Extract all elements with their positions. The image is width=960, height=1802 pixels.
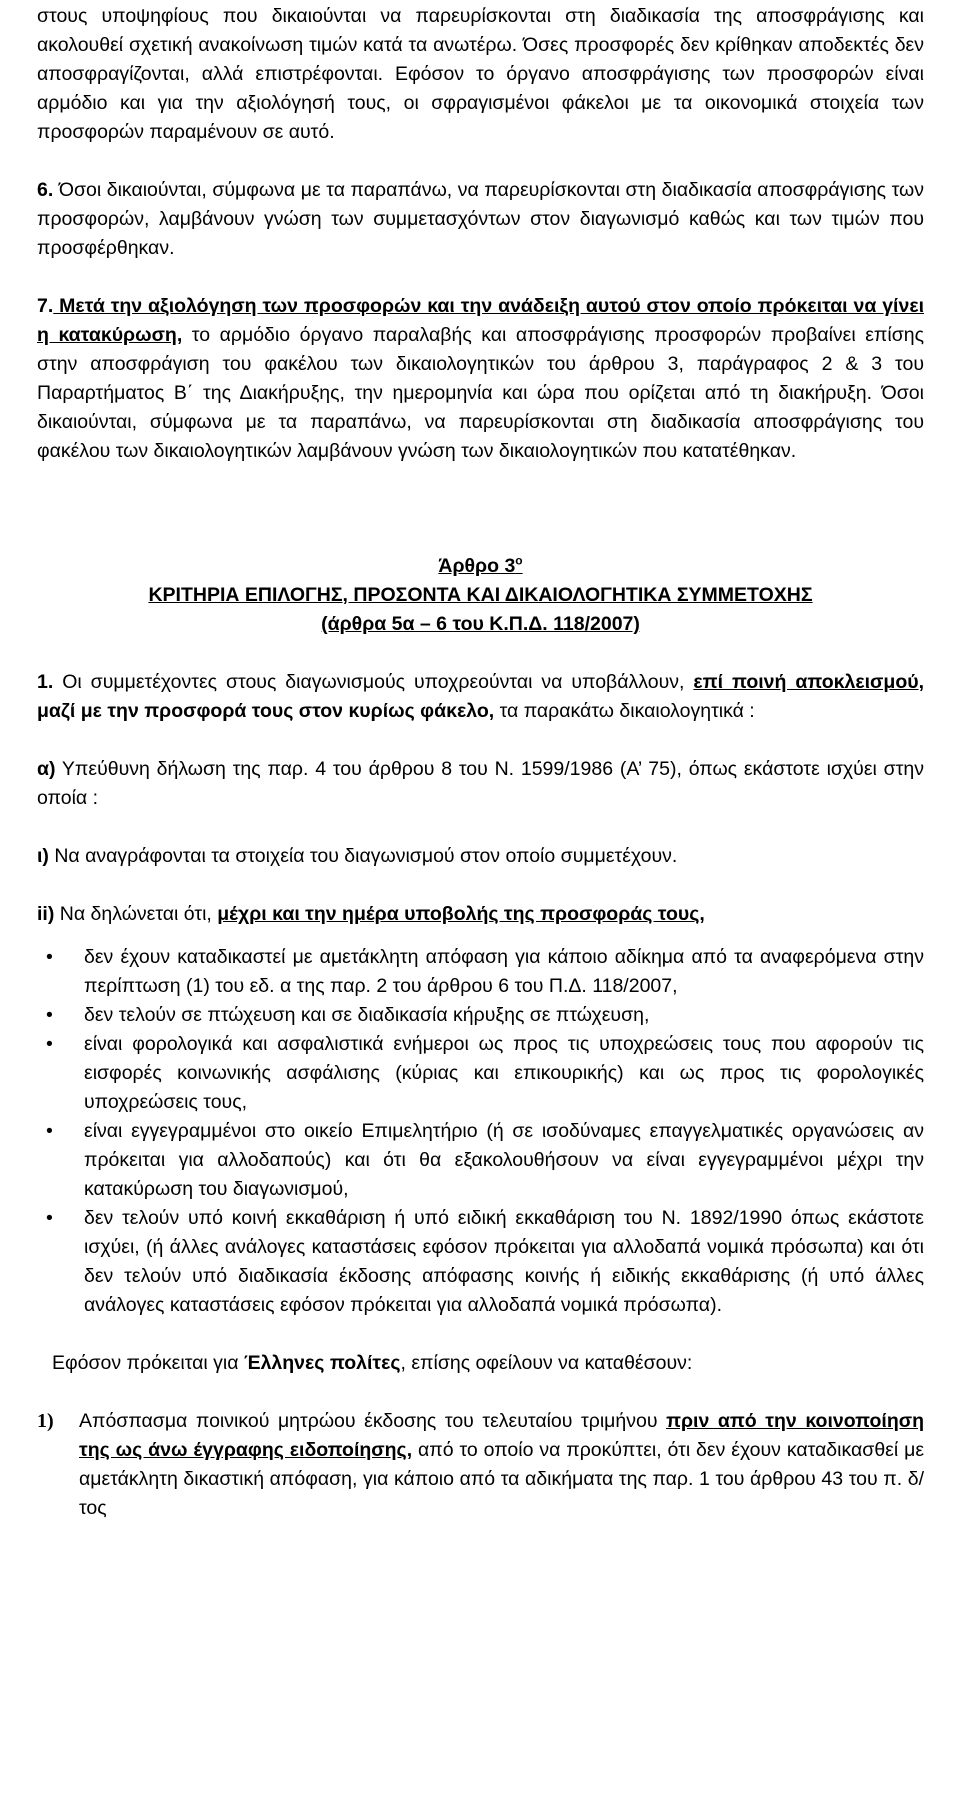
paragraph-7 [37, 292, 924, 466]
paragraph-i-text: Να αναγράφονται τα στοιχεία του διαγωνισμού στον οποίο συμμετέχουν. [48, 845, 678, 867]
numbered-item-1-text-b: από το οποίο να προκύπτει, ότι δεν έχουν καταδικασθεί με αμετάκλητη δικαστική απόφαση, για κάποιο από τα αδικήματα της παρ. 1 του άρθρου 43 του π. δ/τος [79, 1439, 925, 1519]
paragraph-i-label: ι) [37, 845, 49, 867]
paragraph-6-text: Όσοι δικαιούνται, σύμφωνα με τα παραπάνω, να παρευρίσκονται στη διαδικασία αποσφράγισης των προσφορών, λαμβάνουν γνώση των συμμετασχόντων στον διαγωνισμό καθώς και των τιμών που προσφέρθηκαν. [37, 179, 924, 259]
article-title [37, 552, 924, 581]
paragraph-ii-label: ii) [37, 903, 55, 925]
numbered-item-1-label: 1) [37, 1410, 54, 1432]
paragraph-7-text: το αρμόδιο όργανο παραλαβής και αποσφράγισης προσφορών προβαίνει επίσης στην αποσφράγιση του φακέλου των δικαιολογητικών του άρθρου 3, παράγραφος 2 & 3 του Παραρτήματος Β΄ της Διακήρυξης, την ημερομηνία και ώρα που ορίζεται από τη διακήρυξη. Όσοι δικαιούνται, σύμφωνα με τα παραπάνω, να παρευρίσκονται στη διαδικασία αποσφράγισης του φακέλου των δικαιολογητικών λαμβάνουν γνώση των δικαιολογητικών που κατατέθηκαν. [37, 324, 924, 462]
paragraph-a-label: α) [37, 758, 56, 780]
list-item: • δεν έχουν καταδικαστεί με αμετάκλητη απόφαση για κάποιο αδίκημα από τα αναφερόμενα στην περίπτωση (1) του εδ. α της παρ. 2 του άρθρου 6 του Π.Δ. 118/2007, [84, 943, 924, 1001]
paragraph-6-number: 6. [37, 179, 54, 201]
paragraph-1-text-a: Οι συμμετέχοντες στους διαγωνισμούς υποχρεούνται να υποβάλλουν, [53, 671, 694, 693]
article-title-text: Άρθρο 3 [438, 555, 516, 577]
paragraph-ii [37, 900, 924, 929]
article-law-reference [37, 610, 924, 639]
list-item: • είναι εγγεγραμμένοι στο οικείο Επιμελητήριο (ή σε ισοδύναμες επαγγελματικές οργανώσεις αν πρόκειται για αλλοδαπούς) και ότι θα εξακολουθήσουν να είναι εγγεγραμμένοι μέχρι την κατακύρωση του διαγωνισμού, [84, 1117, 924, 1204]
paragraph-a [37, 755, 924, 813]
list-item: • είναι φορολογικά και ασφαλιστικά ενήμεροι ως προς τις υποχρεώσεις τους που αφορούν τις εισφορές κοινωνικής ασφάλισης (κύριας και επικουρικής) και ως προς τις φορολογικές υποχρεώσεις τους, [84, 1030, 924, 1117]
list-item: • δεν τελούν σε πτώχευση και σε διαδικασία κήρυξης σε πτώχευση, [84, 1001, 924, 1030]
greek-citizens-paragraph [37, 1349, 924, 1378]
article-title-sup: ο [515, 553, 523, 568]
numbered-item-1-emphasis: πριν από την κοινοποίηση της ως άνω έγγραφης ειδοποίησης, [79, 1410, 924, 1461]
numbered-item-1 [37, 1407, 924, 1523]
paragraph-1-number: 1. [37, 671, 54, 693]
paragraph-i [37, 842, 924, 871]
paragraph-1-text-b: τα παρακάτω δικαιολογητικά : [494, 700, 755, 722]
article-subtitle-text: ΚΡΙΤΗΡΙΑ ΕΠΙΛΟΓΗΣ, ΠΡΟΣΟΝΤΑ ΚΑΙ ΔΙΚΑΙΟΛΟΓΗΤΙΚΑ ΣΥΜΜΕΤΟΧΗΣ [148, 584, 813, 606]
paragraph-1 [37, 668, 924, 726]
paragraph-1-penalty: επί ποινή αποκλεισμού, [693, 671, 924, 693]
paragraph-intro: στους υποψηφίους που δικαιούνται να παρευρίσκονται στη διαδικασία της αποσφράγισης και ακολουθεί σχετική ανακοίνωση τιμών κατά τα ανωτέρω. Όσες προσφορές δεν κρίθηκαν αποδεκτές δεν αποσφραγίζονται, αλλά επιστρέφονται. Εφόσον το όργανο αποσφράγισης των προσφορών είναι αρμόδιο και για την αξιολόγησή τους, οι σφραγισμένοι φάκελοι με τα οικονομικά στοιχεία των προσφορών παραμένουν σε αυτό. [37, 5, 924, 143]
paragraph-ii-text: Να δηλώνεται ότι, [54, 903, 218, 925]
greek-emphasis: Έλληνες πολίτες [243, 1352, 401, 1374]
article-subtitle [37, 581, 924, 610]
numbered-item-1-text-a: Απόσπασμα ποινικού μητρώου έκδοσης του τελευταίου τριμήνου [79, 1410, 667, 1432]
declaration-list [37, 943, 924, 1320]
list-item: • δεν τελούν υπό κοινή εκκαθάριση ή υπό ειδική εκκαθάριση του Ν. 1892/1990 όπως εκάστοτε ισχύει, (ή άλλες ανάλογες καταστάσεις εφόσον πρόκειται για αλλοδαπά νομικά πρόσωπα) και ότι δεν τελούν υπό διαδικασία έκδοσης απόφασης κοινής ή ειδικής εκκαθάρισης (ή υπό άλλες ανάλογες καταστάσεις εφόσον πρόκειται για αλλοδαπά νομικά πρόσωπα). [84, 1204, 924, 1320]
paragraph-7-emphasis: Μετά την αξιολόγηση των προσφορών και την ανάδειξη αυτού στον οποίο πρόκειται να γίνει η κατακύρωση, [37, 295, 924, 346]
greek-text-a: Εφόσον πρόκειται για [52, 1352, 244, 1374]
paragraph-7-number: 7. [37, 295, 54, 317]
paragraph-6 [37, 176, 924, 263]
paragraph-a-text: Υπεύθυνη δήλωση της παρ. 4 του άρθρου 8 του Ν. 1599/1986 (Α’ 75), όπως εκάστοτε ισχύει στην οποία : [37, 758, 924, 809]
paragraph-1-emphasis: μαζί με την προσφορά τους στον κυρίως φάκελο, [37, 700, 495, 722]
article-law-text: (άρθρα 5α – 6 του Κ.Π.Δ. 118/2007) [321, 613, 640, 635]
greek-text-b: , επίσης οφείλουν να καταθέσουν: [400, 1352, 693, 1374]
paragraph-ii-emphasis: μέχρι και την ημέρα υποβολής της προσφοράς τους, [217, 903, 705, 925]
